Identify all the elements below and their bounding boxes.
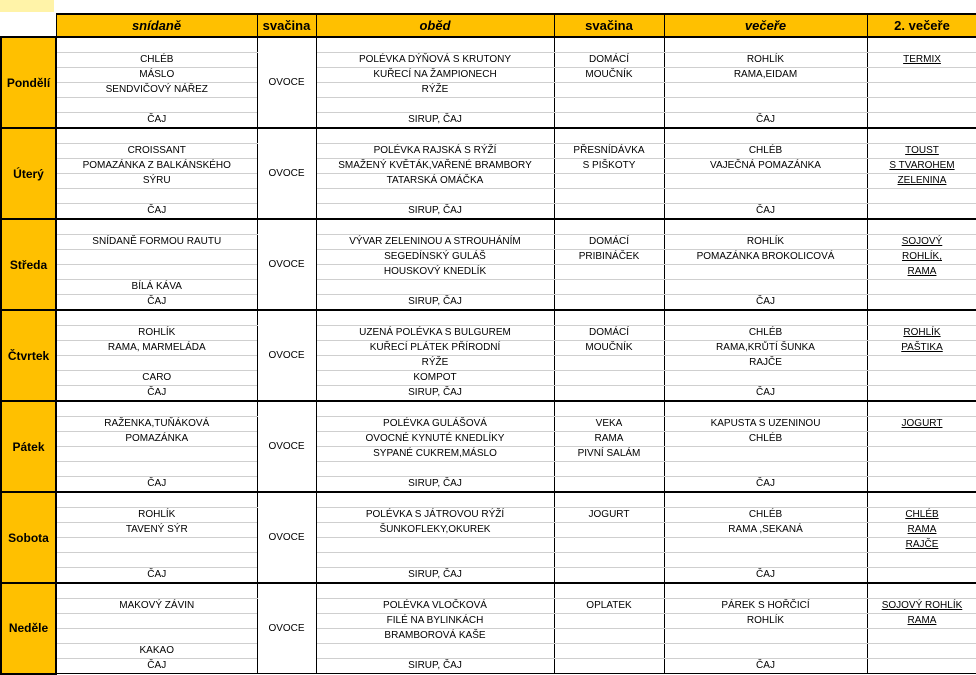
snidane-cell [56,462,257,477]
snidane-cell [56,401,257,417]
vecere-cell [664,553,867,568]
menu-row [1,128,976,144]
snidane-cell [56,37,257,53]
svacina-2-cell [554,295,664,311]
snidane-cell: POMAZÁNKA Z BALKÁNSKÉHO [56,159,257,174]
vecere-2-cell: RAMA [867,614,976,629]
svacina-2-cell: DOMÁCÍ [554,53,664,68]
vecere-cell [664,371,867,386]
vecere-2-cell [867,189,976,204]
svacina-1-cell: OVOCE [257,583,316,674]
vecere-2-cell: CHLÉB [867,508,976,523]
vecere-cell [664,37,867,53]
menu-row [1,189,976,204]
obed-cell: SIRUP, ČAJ [316,659,554,674]
header-2-vecere: 2. večeře [867,14,976,37]
vecere-cell: ČAJ [664,386,867,402]
menu-row [1,341,976,356]
obed-cell: UZENÁ POLÉVKA S BULGUREM [316,326,554,341]
obed-cell [316,310,554,326]
vecere-cell [664,447,867,462]
svacina-2-cell [554,386,664,402]
vecere-cell [664,219,867,235]
vecere-cell: KAPUSTA S UZENINOU [664,417,867,432]
obed-cell: SIRUP, ČAJ [316,386,554,402]
svacina-2-cell [554,538,664,553]
obed-cell: SIRUP, ČAJ [316,477,554,493]
vecere-cell: ČAJ [664,568,867,584]
obed-cell [316,462,554,477]
snidane-cell: POMAZÁNKA [56,432,257,447]
svacina-2-cell: VEKA [554,417,664,432]
sheet-corner [0,0,54,12]
menu-body [1,37,976,674]
vecere-2-cell [867,568,976,584]
vecere-2-cell [867,83,976,98]
obed-cell [316,583,554,599]
obed-cell: FILÉ NA BYLINKÁCH [316,614,554,629]
svacina-2-cell: JOGURT [554,508,664,523]
snidane-cell: MAKOVÝ ZÁVIN [56,599,257,614]
svacina-2-cell [554,113,664,129]
obed-cell: SEGEDÍNSKÝ GULÁŠ [316,250,554,265]
svacina-2-cell [554,492,664,508]
obed-cell: POLÉVKA GULÁŠOVÁ [316,417,554,432]
vecere-2-cell [867,280,976,295]
svacina-2-cell [554,462,664,477]
menu-row [1,371,976,386]
menu-row [1,568,976,584]
header-snidane: snídaně [56,14,257,37]
vecere-2-cell: S TVAROHEM [867,159,976,174]
vecere-2-cell [867,659,976,674]
vecere-2-cell [867,629,976,644]
obed-cell: SIRUP, ČAJ [316,204,554,220]
obed-cell: ŠUNKOFLEKY,OKUREK [316,523,554,538]
vecere-2-cell [867,37,976,53]
snidane-cell: ČAJ [56,204,257,220]
menu-row [1,37,976,53]
header-obed: oběd [316,14,554,37]
snidane-cell: MÁSLO [56,68,257,83]
obed-cell: SIRUP, ČAJ [316,568,554,584]
vecere-cell [664,462,867,477]
day-label: Středa [1,219,56,310]
obed-cell: POLÉVKA VLOČKOVÁ [316,599,554,614]
vecere-2-cell: ROHLÍK, [867,250,976,265]
obed-cell [316,37,554,53]
vecere-cell: ČAJ [664,295,867,311]
svacina-2-cell: MOUČNÍK [554,68,664,83]
vecere-2-cell [867,310,976,326]
menu-row [1,144,976,159]
snidane-cell [56,492,257,508]
snidane-cell [56,250,257,265]
svacina-2-cell [554,128,664,144]
svacina-2-cell: MOUČNÍK [554,341,664,356]
obed-cell: TATARSKÁ OMÁČKA [316,174,554,189]
svacina-2-cell [554,583,664,599]
obed-cell: KOMPOT [316,371,554,386]
vecere-cell: CHLÉB [664,326,867,341]
svacina-2-cell [554,401,664,417]
svacina-2-cell [554,356,664,371]
obed-cell: VÝVAR ZELENINOU A STROUHÁNÍM [316,235,554,250]
vecere-cell: RAJČE [664,356,867,371]
menu-row [1,492,976,508]
vecere-2-cell [867,68,976,83]
obed-cell: POLÉVKA S JÁTROVOU RÝŽÍ [316,508,554,523]
obed-cell [316,644,554,659]
header-row [1,14,976,37]
vecere-cell: ROHLÍK [664,235,867,250]
snidane-cell [56,189,257,204]
svacina-2-cell [554,644,664,659]
svacina-2-cell [554,265,664,280]
menu-row [1,159,976,174]
vecere-cell [664,83,867,98]
menu-row [1,599,976,614]
menu-row [1,553,976,568]
snidane-cell: ČAJ [56,295,257,311]
vecere-cell: VAJEČNÁ POMAZÁNKA [664,159,867,174]
snidane-cell: TAVENÝ SÝR [56,523,257,538]
svacina-2-cell [554,219,664,235]
vecere-2-cell [867,386,976,402]
obed-cell: RÝŽE [316,83,554,98]
snidane-cell: SÝRU [56,174,257,189]
vecere-2-cell [867,447,976,462]
snidane-cell [56,553,257,568]
svacina-2-cell: DOMÁCÍ [554,326,664,341]
menu-row [1,250,976,265]
svacina-2-cell [554,371,664,386]
snidane-cell: ČAJ [56,386,257,402]
obed-cell: SYPANÉ CUKREM,MÁSLO [316,447,554,462]
vecere-cell [664,310,867,326]
vecere-2-cell: ROHLÍK [867,326,976,341]
menu-row [1,447,976,462]
snidane-cell: CROISSANT [56,144,257,159]
snidane-cell: SENDVIČOVÝ NÁŘEZ [56,83,257,98]
obed-cell [316,219,554,235]
obed-cell: OVOCNÉ KYNUTÉ KNEDLÍKY [316,432,554,447]
menu-row [1,417,976,432]
snidane-cell [56,447,257,462]
vecere-cell: ČAJ [664,659,867,674]
menu-row [1,204,976,220]
menu-row [1,356,976,371]
menu-row [1,280,976,295]
vecere-2-cell [867,204,976,220]
vecere-cell [664,401,867,417]
svacina-2-cell [554,83,664,98]
day-label: Neděle [1,583,56,674]
svacina-1-cell: OVOCE [257,128,316,219]
svacina-2-cell [554,477,664,493]
snidane-cell: ČAJ [56,659,257,674]
snidane-cell: BÍLÁ KÁVA [56,280,257,295]
day-label: Sobota [1,492,56,583]
svacina-2-cell: OPLATEK [554,599,664,614]
header-svacina-2: svačina [554,14,664,37]
svacina-2-cell [554,568,664,584]
svacina-1-cell: OVOCE [257,310,316,401]
snidane-cell: ČAJ [56,113,257,129]
svacina-1-cell: OVOCE [257,219,316,310]
obed-cell: POLÉVKA RAJSKÁ S RÝŽÍ [316,144,554,159]
vecere-2-cell [867,432,976,447]
svacina-2-cell: PŘESNÍDÁVKA [554,144,664,159]
obed-cell [316,98,554,113]
snidane-cell [56,98,257,113]
day-label: Úterý [1,128,56,219]
snidane-cell [56,583,257,599]
snidane-cell [56,538,257,553]
menu-row [1,174,976,189]
vecere-2-cell: PAŠTIKA [867,341,976,356]
weekly-menu-table [0,13,976,675]
vecere-2-cell [867,401,976,417]
svacina-2-cell [554,204,664,220]
vecere-2-cell: JOGURT [867,417,976,432]
svacina-2-cell: PRIBINÁČEK [554,250,664,265]
vecere-cell: ČAJ [664,204,867,220]
menu-row [1,508,976,523]
header-vecere: večeře [664,14,867,37]
menu-row [1,68,976,83]
menu-row [1,53,976,68]
obed-cell [316,492,554,508]
menu-row [1,538,976,553]
day-label: Čtvrtek [1,310,56,401]
menu-row [1,219,976,235]
obed-cell: SIRUP, ČAJ [316,113,554,129]
vecere-2-cell [867,98,976,113]
menu-row [1,659,976,674]
snidane-cell: ČAJ [56,568,257,584]
vecere-cell [664,629,867,644]
snidane-cell: CHLÉB [56,53,257,68]
vecere-cell: POMAZÁNKA BROKOLICOVÁ [664,250,867,265]
vecere-2-cell [867,462,976,477]
vecere-cell [664,174,867,189]
menu-row [1,295,976,311]
svacina-1-cell: OVOCE [257,37,316,128]
obed-cell [316,128,554,144]
snidane-cell: ČAJ [56,477,257,493]
svacina-2-cell [554,37,664,53]
menu-row [1,583,976,599]
vecere-cell: RAMA,KRŮTÍ ŠUNKA [664,341,867,356]
obed-cell: SMAŽENÝ KVĚTÁK,VAŘENÉ BRAMBORY [316,159,554,174]
obed-cell: RÝŽE [316,356,554,371]
svacina-2-cell: PIVNÍ SALÁM [554,447,664,462]
vecere-cell: PÁREK S HOŘČICÍ [664,599,867,614]
snidane-cell: CARO [56,371,257,386]
vecere-cell: RAMA,EIDAM [664,68,867,83]
vecere-2-cell: RAMA [867,265,976,280]
vecere-cell: ČAJ [664,113,867,129]
obed-cell [316,280,554,295]
vecere-2-cell: SOJOVÝ [867,235,976,250]
obed-cell [316,189,554,204]
svacina-2-cell [554,659,664,674]
menu-row [1,629,976,644]
vecere-2-cell [867,492,976,508]
obed-cell: POLÉVKA DÝŇOVÁ S KRUTONY [316,53,554,68]
svacina-2-cell [554,280,664,295]
snidane-cell: SNÍDANĚ FORMOU RAUTU [56,235,257,250]
menu-row [1,462,976,477]
svacina-1-cell: OVOCE [257,492,316,583]
svacina-2-cell [554,174,664,189]
menu-row [1,386,976,402]
vecere-2-cell [867,128,976,144]
day-label: Pondělí [1,37,56,128]
snidane-cell: ROHLÍK [56,508,257,523]
vecere-cell: RAMA ,SEKANÁ [664,523,867,538]
vecere-cell: CHLÉB [664,508,867,523]
vecere-2-cell: TERMIX [867,53,976,68]
vecere-2-cell [867,356,976,371]
snidane-cell [56,219,257,235]
vecere-cell [664,492,867,508]
svacina-2-cell [554,614,664,629]
vecere-cell [664,583,867,599]
snidane-cell [56,310,257,326]
snidane-cell [56,356,257,371]
snidane-cell: RAŽENKA,TUŇÁKOVÁ [56,417,257,432]
snidane-cell: ROHLÍK [56,326,257,341]
menu-row [1,83,976,98]
obed-cell: KUŘECÍ PLÁTEK PŘÍRODNÍ [316,341,554,356]
vecere-2-cell: SOJOVÝ ROHLÍK [867,599,976,614]
svacina-2-cell: S PIŠKOTY [554,159,664,174]
menu-row [1,432,976,447]
svacina-2-cell: DOMÁCÍ [554,235,664,250]
obed-cell [316,538,554,553]
menu-row [1,614,976,629]
menu-row [1,265,976,280]
svacina-2-cell [554,98,664,113]
vecere-cell: ROHLÍK [664,614,867,629]
snidane-cell [56,629,257,644]
svacina-2-cell [554,523,664,538]
menu-row [1,326,976,341]
svacina-2-cell [554,629,664,644]
vecere-cell [664,644,867,659]
snidane-cell: RAMA, MARMELÁDA [56,341,257,356]
vecere-cell [664,128,867,144]
day-label: Pátek [1,401,56,492]
header-svacina-1: svačina [257,14,316,37]
menu-row [1,235,976,250]
menu-row [1,477,976,493]
obed-cell [316,553,554,568]
vecere-2-cell [867,583,976,599]
vecere-cell: CHLÉB [664,144,867,159]
vecere-2-cell [867,113,976,129]
menu-row [1,401,976,417]
vecere-cell [664,98,867,113]
vecere-2-cell: ZELENINA [867,174,976,189]
vecere-2-cell [867,477,976,493]
obed-cell: KUŘECÍ NA ŽAMPIONECH [316,68,554,83]
vecere-cell [664,538,867,553]
snidane-cell [56,128,257,144]
vecere-2-cell [867,644,976,659]
obed-cell [316,401,554,417]
obed-cell: BRAMBOROVÁ KAŠE [316,629,554,644]
snidane-cell [56,265,257,280]
vecere-2-cell [867,219,976,235]
svacina-2-cell: RAMA [554,432,664,447]
vecere-cell: CHLÉB [664,432,867,447]
menu-row [1,113,976,129]
vecere-2-cell [867,295,976,311]
vecere-2-cell: TOUST [867,144,976,159]
menu-row [1,310,976,326]
svacina-2-cell [554,189,664,204]
vecere-cell: ČAJ [664,477,867,493]
svacina-2-cell [554,310,664,326]
vecere-cell [664,189,867,204]
vecere-cell: ROHLÍK [664,53,867,68]
obed-cell: SIRUP, ČAJ [316,295,554,311]
snidane-cell [56,614,257,629]
svacina-2-cell [554,553,664,568]
vecere-2-cell [867,371,976,386]
vecere-2-cell: RAJČE [867,538,976,553]
header-blank [1,14,56,37]
snidane-cell: KAKAO [56,644,257,659]
vecere-cell [664,265,867,280]
menu-row [1,98,976,113]
obed-cell: HOUSKOVÝ KNEDLÍK [316,265,554,280]
menu-row [1,644,976,659]
vecere-2-cell: RAMA [867,523,976,538]
menu-row [1,523,976,538]
vecere-2-cell [867,553,976,568]
svacina-1-cell: OVOCE [257,401,316,492]
vecere-cell [664,280,867,295]
